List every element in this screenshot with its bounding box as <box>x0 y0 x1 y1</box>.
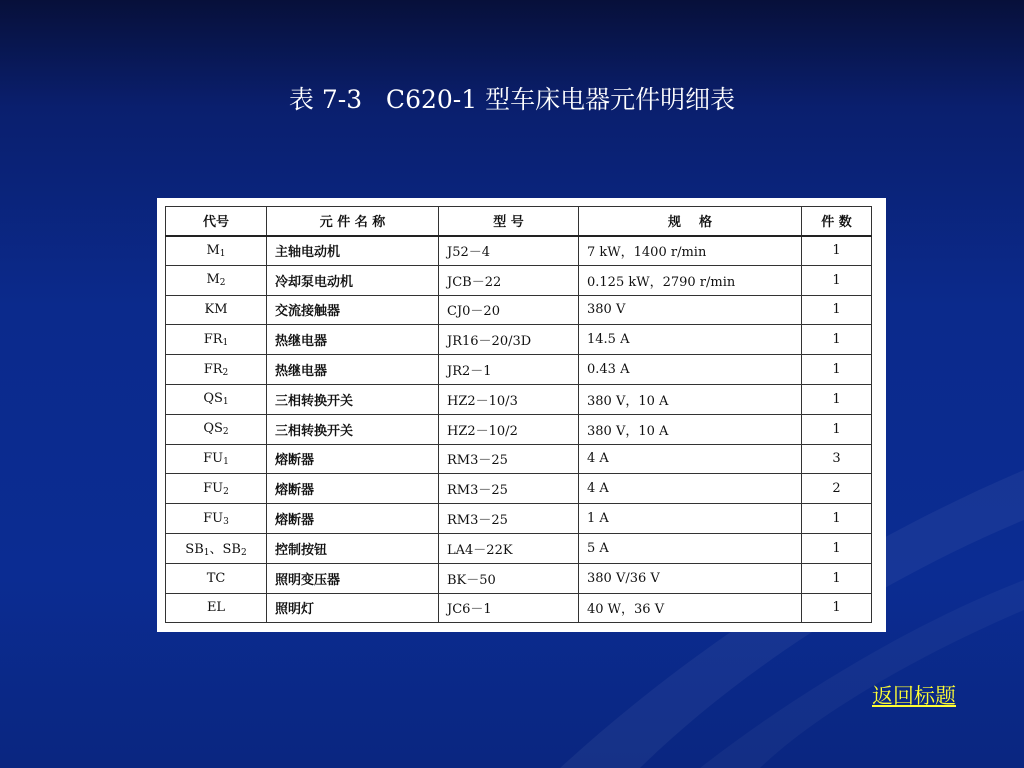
cell-model: JCB－22 <box>439 265 579 295</box>
code-subscript: 2 <box>223 486 229 497</box>
header-model: 型 号 <box>439 207 579 236</box>
cell-code <box>166 236 267 266</box>
table-row <box>166 236 872 266</box>
cell-name: 熔断器 <box>267 504 439 534</box>
code-letters: FU <box>203 480 224 496</box>
cell-spec: 380 V <box>579 295 802 325</box>
cell-name: 三相转换开关 <box>267 384 439 414</box>
cell-qty: 1 <box>802 563 872 593</box>
cell-code <box>166 504 267 534</box>
code-letters: FR <box>203 361 223 377</box>
cell-code <box>166 593 267 623</box>
cell-name: 熔断器 <box>267 474 439 504</box>
cell-qty: 1 <box>802 504 872 534</box>
cell-code <box>166 265 267 295</box>
cell-code <box>166 474 267 504</box>
cell-qty: 3 <box>802 444 872 474</box>
cell-model: HZ2－10/3 <box>439 384 579 414</box>
cell-qty: 1 <box>802 325 872 355</box>
cell-spec: 380 V/36 V <box>579 563 802 593</box>
cell-spec: 40 W，36 V <box>579 593 802 623</box>
code-subscript: 1 <box>222 337 229 348</box>
table-body <box>166 236 872 623</box>
table-row <box>166 325 872 355</box>
cell-code <box>166 533 267 563</box>
cell-spec: 1 A <box>579 504 802 534</box>
code-letters: TC <box>206 570 226 586</box>
cell-qty: 1 <box>802 533 872 563</box>
table-header-row <box>166 207 872 236</box>
code-letters: FU <box>203 510 224 526</box>
cell-name: 热继电器 <box>267 325 439 355</box>
code-subscript: 3 <box>223 516 229 527</box>
cell-qty: 1 <box>802 593 872 623</box>
cell-model: HZ2－10/2 <box>439 414 579 444</box>
table-row <box>166 533 872 563</box>
cell-code <box>166 355 267 385</box>
code-letters: EL <box>206 600 226 616</box>
cell-name: 照明灯 <box>267 593 439 623</box>
cell-qty: 1 <box>802 384 872 414</box>
table-row <box>166 504 872 534</box>
header-spec: 规 格 <box>579 207 802 236</box>
table-row <box>166 384 872 414</box>
cell-qty: 1 <box>802 265 872 295</box>
code-subscript: 2 <box>240 548 247 559</box>
cell-qty: 1 <box>802 295 872 325</box>
code-subscript: 1 <box>219 248 226 259</box>
table-card <box>157 198 886 632</box>
cell-model: JR16－20/3D <box>439 325 579 355</box>
table-row <box>166 444 872 474</box>
table-row <box>166 563 872 593</box>
header-name: 元 件 名 称 <box>267 207 439 236</box>
cell-model: BK－50 <box>439 563 579 593</box>
code-subscript: 2 <box>222 367 229 378</box>
cell-model: LA4－22K <box>439 533 579 563</box>
cell-model: JR2－1 <box>439 355 579 385</box>
slide-title: 表 7-3 C620-1 型车床电器元件明细表 <box>288 85 736 114</box>
cell-code <box>166 563 267 593</box>
cell-spec: 380 V，10 A <box>579 384 802 414</box>
back-to-title-link[interactable]: 返回标题 <box>872 684 956 708</box>
header-code: 代号 <box>166 207 267 236</box>
table-row <box>166 265 872 295</box>
cell-qty: 1 <box>802 355 872 385</box>
cell-name: 冷却泵电动机 <box>267 265 439 295</box>
cell-qty: 2 <box>802 474 872 504</box>
cell-spec: 0.43 A <box>579 355 802 385</box>
cell-model: RM3－25 <box>439 444 579 474</box>
code-letters: M <box>206 242 220 258</box>
code-letters: QS <box>203 421 223 437</box>
code-letters: M <box>206 272 220 288</box>
cell-code <box>166 444 267 474</box>
cell-model: RM3－25 <box>439 504 579 534</box>
cell-spec: 7 kW，1400 r/min <box>579 236 802 266</box>
cell-name: 热继电器 <box>267 355 439 385</box>
cell-name: 主轴电动机 <box>267 236 439 266</box>
table-row <box>166 474 872 504</box>
cell-spec: 4 A <box>579 444 802 474</box>
cell-model: CJ0－20 <box>439 295 579 325</box>
code-letters: KM <box>204 302 228 318</box>
cell-model: JC6－1 <box>439 593 579 623</box>
table-row <box>166 355 872 385</box>
header-qty: 件 数 <box>802 207 872 236</box>
code-letters: FR <box>203 331 223 347</box>
code-letters: SB <box>185 542 204 558</box>
cell-spec: 0.125 kW，2790 r/min <box>579 265 802 295</box>
code-subscript: 1 <box>222 397 229 408</box>
code-subscript: 1 <box>203 548 210 559</box>
code-subscript: 2 <box>219 278 226 289</box>
code-letters: FU <box>203 450 224 466</box>
cell-code <box>166 414 267 444</box>
cell-code <box>166 295 267 325</box>
cell-name: 熔断器 <box>267 444 439 474</box>
cell-code <box>166 325 267 355</box>
cell-model: RM3－25 <box>439 474 579 504</box>
code-suffix: 、SB <box>209 542 241 558</box>
cell-model: J52－4 <box>439 236 579 266</box>
table-row <box>166 593 872 623</box>
cell-spec: 4 A <box>579 474 802 504</box>
cell-spec: 380 V，10 A <box>579 414 802 444</box>
code-letters: QS <box>203 391 223 407</box>
cell-name: 照明变压器 <box>267 563 439 593</box>
code-subscript: 2 <box>222 427 229 438</box>
cell-spec: 5 A <box>579 533 802 563</box>
cell-name: 三相转换开关 <box>267 414 439 444</box>
table-row <box>166 414 872 444</box>
cell-name: 控制按钮 <box>267 533 439 563</box>
cell-name: 交流接触器 <box>267 295 439 325</box>
code-subscript: 1 <box>223 456 229 467</box>
cell-spec: 14.5 A <box>579 325 802 355</box>
cell-qty: 1 <box>802 236 872 266</box>
cell-qty: 1 <box>802 414 872 444</box>
parts-table <box>165 206 872 623</box>
table-row <box>166 295 872 325</box>
cell-code <box>166 384 267 414</box>
